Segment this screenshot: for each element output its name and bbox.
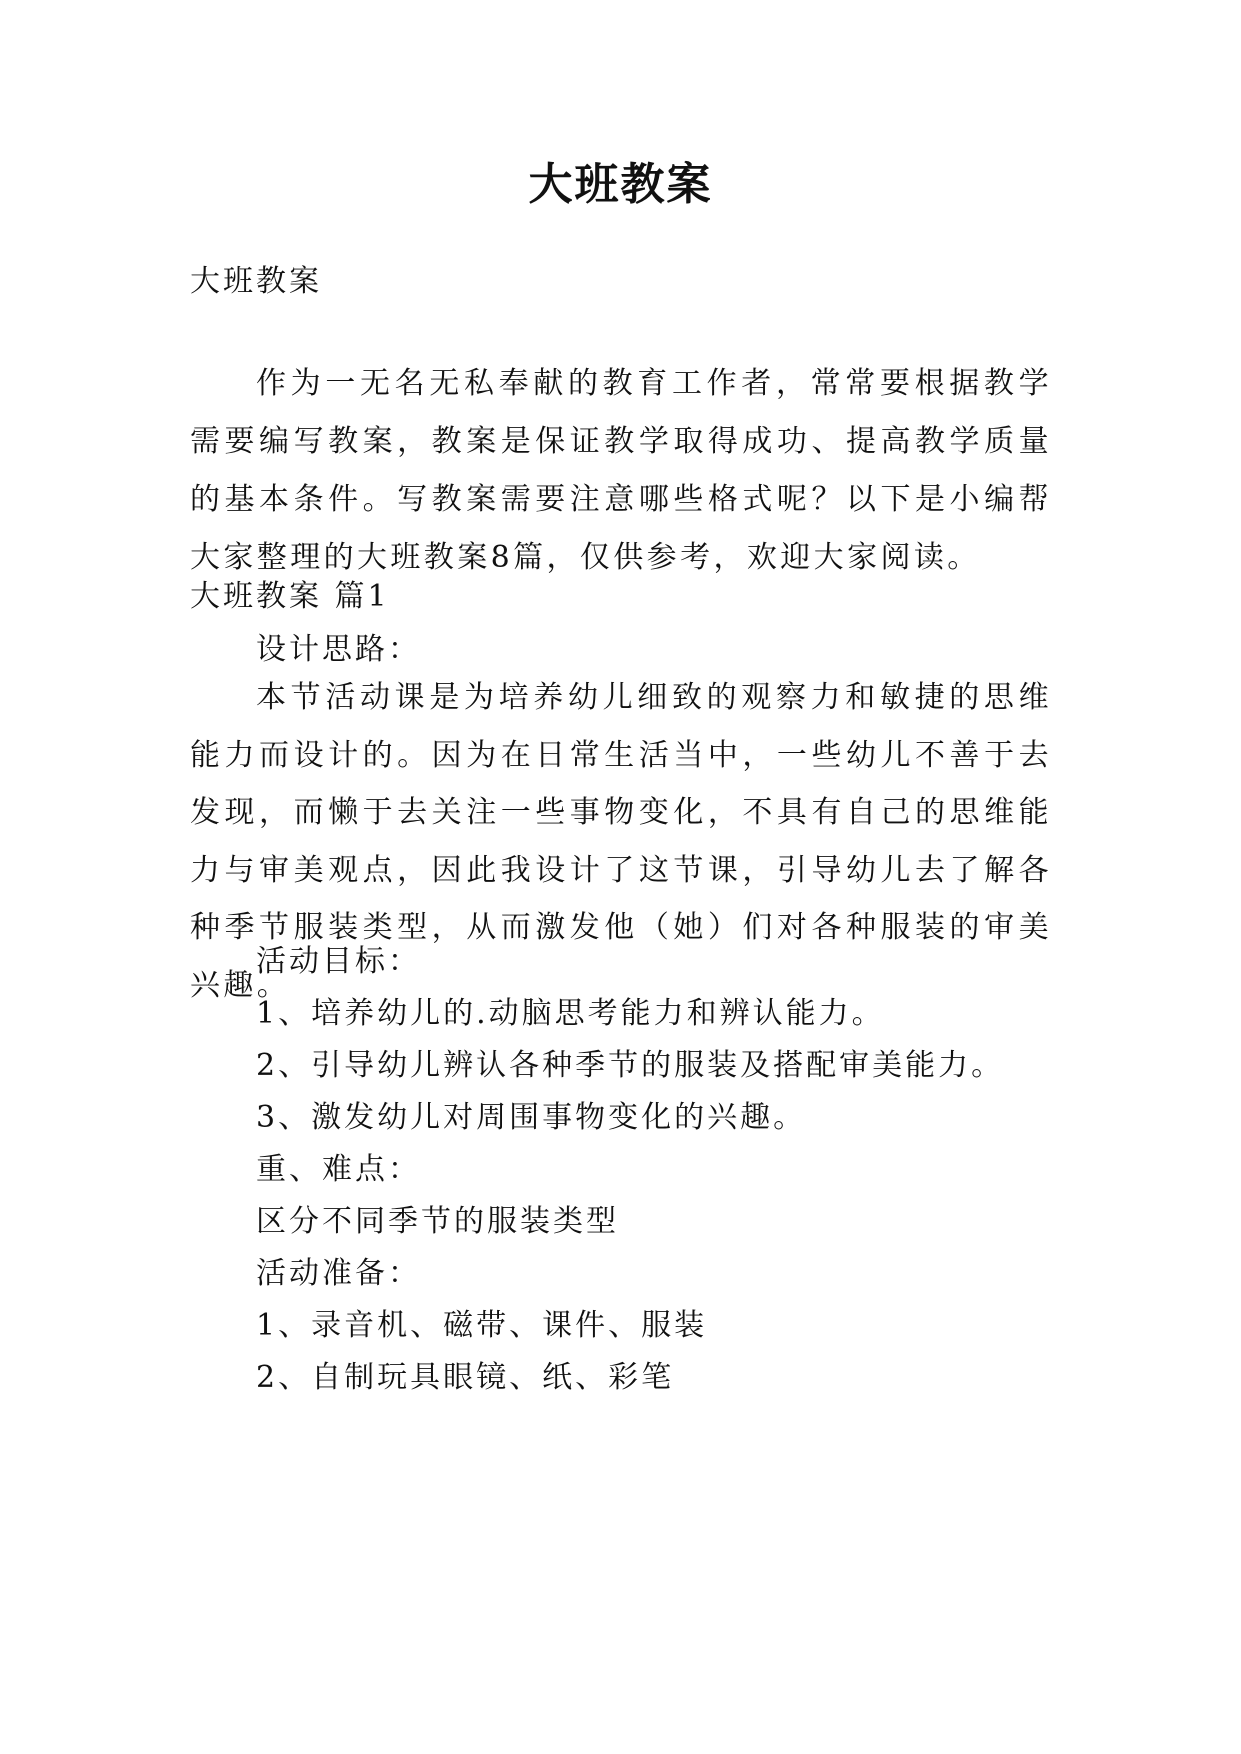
preparation-label: 活动准备：: [256, 1256, 421, 1291]
section-heading: 大班教案 篇1: [190, 579, 390, 614]
goal-item: 2、引导幼儿辨认各种季节的服装及搭配审美能力。: [256, 1048, 1005, 1083]
intro-paragraph: 作为一无名无私奉献的教育工作者，常常要根据教学需要编写教案，教案是保证教学取得成功、提高教学质量的基本条件。写教案需要注意哪些格式呢？以下是小编帮大家整理的大班教案8篇，仅供参考，欢迎大家阅读。: [190, 366, 1052, 575]
preparation-item: 1、录音机、磁带、课件、服装: [256, 1308, 708, 1343]
design-label: 设计思路：: [256, 632, 421, 667]
design-paragraph: 本节活动课是为培养幼儿细致的观察力和敏捷的思维能力而设计的。因为在日常生活当中，一些幼儿不善于去发现，而懒于去关注一些事物变化，不具有自己的思维能力与审美观点，因此我设计了这节课，引导幼儿去了解各种季节服装类型，从而激发他（她）们对各种服装的审美兴趣。: [190, 680, 1052, 1003]
key-points-text: 区分不同季节的服装类型: [256, 1204, 619, 1239]
preparation-item: 2、自制玩具眼镜、纸、彩笔: [256, 1360, 675, 1395]
subtitle: 大班教案: [190, 264, 322, 299]
goal-item: 1、培养幼儿的.动脑思考能力和辨认能力。: [256, 996, 885, 1031]
goal-item: 3、激发幼儿对周围事物变化的兴趣。: [256, 1100, 807, 1135]
page-title: 大班教案: [528, 159, 713, 210]
goals-label: 活动目标：: [256, 944, 421, 979]
key-points-label: 重、难点：: [256, 1152, 421, 1187]
